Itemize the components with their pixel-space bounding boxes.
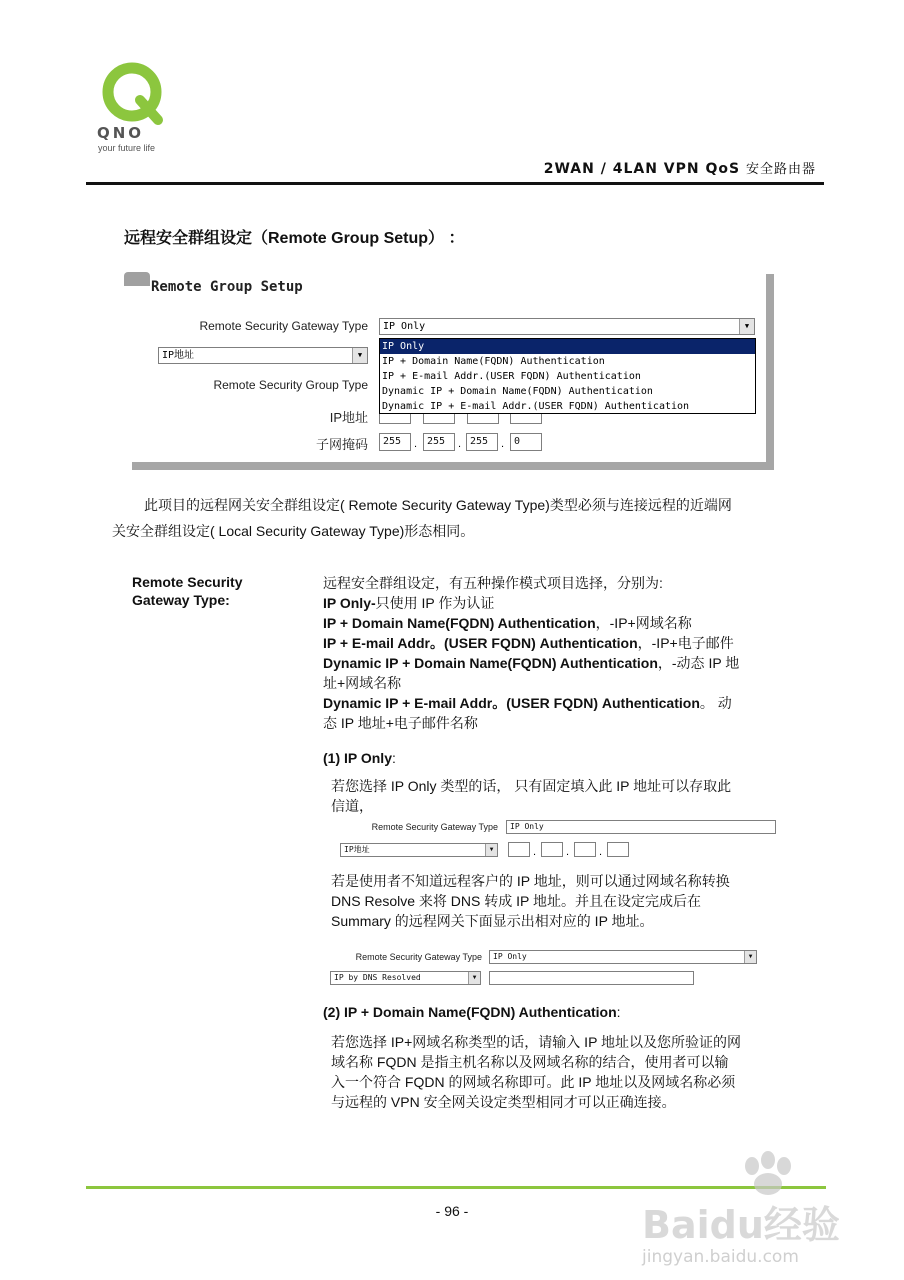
sub2-line2: 域名称 FQDN 是指主机名称以及网域名称的结合，使用者可以输 bbox=[331, 1054, 729, 1070]
watermark-url: jingyan.baidu.com bbox=[642, 1247, 799, 1267]
dropdown-option[interactable]: Dynamic IP + E-mail Addr.(USER FQDN) Authentication bbox=[382, 401, 690, 412]
watermark-brand: Baidu经验 bbox=[642, 1203, 840, 1247]
intro-line-1: 此项目的远程网关安全群组设定( Remote Security Gateway Type)类型必须与连接远程的近端网 bbox=[144, 497, 732, 513]
mode-item bbox=[323, 693, 775, 713]
subnet-octet-4[interactable]: 0 bbox=[510, 433, 542, 451]
chevron-down-icon[interactable]: ▼ bbox=[744, 951, 756, 963]
mini2-id-type-select[interactable] bbox=[330, 971, 481, 985]
gateway-type-select[interactable] bbox=[379, 318, 755, 335]
definition-term-line: Remote Security bbox=[132, 574, 243, 590]
mode-item bbox=[323, 613, 775, 633]
mini1-id-type-value: IP地址 bbox=[344, 845, 370, 854]
octet-separator: . bbox=[414, 438, 418, 450]
mini2-gateway-value: IP Only bbox=[493, 952, 527, 961]
sub2-heading-text: (2) IP + Domain Name(FQDN) Authentication bbox=[323, 1004, 617, 1020]
mode-name: IP + E-mail Addr。(USER FQDN) Authentication bbox=[323, 635, 638, 651]
octet-separator: . bbox=[501, 438, 505, 450]
mini2-gateway-label: Remote Security Gateway Type bbox=[355, 952, 482, 962]
local-id-type-select[interactable] bbox=[158, 347, 368, 364]
sub1-para2-line3: Summary 的远程网关下面显示出相对应的 IP 地址。 bbox=[331, 913, 654, 929]
mode-desc: 址+网域名称 bbox=[323, 675, 402, 691]
mode-name: Dynamic IP + E-mail Addr。(USER FQDN) Authentication bbox=[323, 695, 700, 711]
mini2-id-type-value: IP by DNS Resolved bbox=[334, 973, 421, 982]
brand-tagline: your future life bbox=[98, 143, 156, 153]
sub2-line4: 与远程的 VPN 安全网关设定类型相同才可以正确连接。 bbox=[331, 1094, 676, 1110]
mode-item bbox=[323, 713, 775, 733]
mini1-id-type-select[interactable] bbox=[340, 843, 498, 857]
sub1-para2-line1: 若是使用者不知道远程客户的 IP 地址，则可以通过网域名称转换 bbox=[331, 873, 730, 889]
sub2-line1: 若您选择 IP+网域名称类型的话，请输入 IP 地址以及您所验证的网 bbox=[331, 1034, 742, 1050]
chevron-down-icon[interactable]: ▼ bbox=[468, 972, 480, 984]
octet-separator: . bbox=[566, 846, 570, 858]
mode-desc: ，-动态 IP 地 bbox=[657, 655, 740, 671]
mode-item bbox=[323, 673, 775, 693]
page-number: - 96 - bbox=[435, 1203, 469, 1219]
subnet-mask-label: 子网掩码 bbox=[315, 437, 368, 452]
octet-separator: . bbox=[458, 438, 462, 450]
mode-desc: ，-IP+电子邮件 bbox=[637, 635, 734, 651]
sub1-heading bbox=[323, 748, 396, 768]
group-type-label: Remote Security Group Type bbox=[213, 378, 368, 392]
baidu-watermark bbox=[640, 1148, 880, 1268]
dropdown-option[interactable]: Dynamic IP + Domain Name(FQDN) Authentication bbox=[382, 386, 653, 397]
sub2-line3: 入一个符合 FQDN 的网域名称即可。此 IP 地址以及网域名称必须 bbox=[331, 1074, 736, 1090]
definition-term-line: Gateway Type: bbox=[132, 592, 230, 608]
local-id-type-value: IP地址 bbox=[162, 350, 195, 361]
header-divider bbox=[86, 182, 824, 185]
chevron-down-icon[interactable]: ▼ bbox=[352, 348, 367, 363]
header-product-title bbox=[544, 158, 816, 177]
sub1-para1-line1: 若您选择 IP Only 类型的话， 只有固定填入此 IP 地址可以存取此 bbox=[331, 778, 732, 794]
mini1-gateway-label: Remote Security Gateway Type bbox=[371, 822, 498, 832]
octet-separator: . bbox=[533, 846, 537, 858]
mini1-ip-octet[interactable] bbox=[508, 842, 530, 857]
mini1-ip-octet[interactable] bbox=[607, 842, 629, 857]
definition-body bbox=[323, 573, 775, 733]
mode-name: Dynamic IP + Domain Name(FQDN) Authentication bbox=[323, 655, 658, 671]
mini1-gateway-select[interactable] bbox=[506, 820, 776, 834]
mode-item bbox=[323, 593, 775, 613]
subnet-octet-1[interactable]: 255 bbox=[379, 433, 411, 451]
ip-address-label: IP地址 bbox=[329, 410, 368, 425]
sub2-heading bbox=[323, 1002, 621, 1022]
panel-tab-icon bbox=[124, 272, 150, 286]
dropdown-option[interactable]: IP Only bbox=[380, 339, 755, 354]
chevron-down-icon[interactable]: ▼ bbox=[739, 319, 754, 334]
sub1-para2-line2: DNS Resolve 来将 DNS 转成 IP 地址。并且在设定完成后在 bbox=[331, 893, 702, 909]
mode-item bbox=[323, 653, 775, 673]
octet-separator: . bbox=[599, 846, 603, 858]
heading-colon: : bbox=[391, 750, 396, 766]
mini2-gateway-select[interactable] bbox=[489, 950, 757, 964]
subnet-octet-2[interactable]: 255 bbox=[423, 433, 455, 451]
mode-name: IP + Domain Name(FQDN) Authentication bbox=[323, 615, 596, 631]
mode-desc: 。 动 bbox=[699, 695, 732, 711]
definition-term bbox=[132, 573, 242, 609]
intro-line-2: 关安全群组设定( Local Security Gateway Type)形态相同。 bbox=[112, 523, 475, 539]
gateway-type-dropdown-list[interactable] bbox=[379, 338, 756, 414]
mode-name: IP Only- bbox=[323, 595, 376, 611]
product-type: 安全路由器 bbox=[745, 162, 816, 177]
chevron-down-icon[interactable]: ▼ bbox=[485, 844, 497, 856]
mode-desc: ，-IP+网域名称 bbox=[595, 615, 692, 631]
mini1-ip-octet[interactable] bbox=[574, 842, 596, 857]
gateway-type-value: IP Only bbox=[383, 321, 426, 332]
section-title: 远程安全群组设定（Remote Group Setup） ： bbox=[124, 230, 465, 247]
product-model: 2WAN / 4LAN VPN QoS bbox=[543, 161, 741, 177]
mini2-dns-input[interactable] bbox=[489, 971, 694, 985]
dropdown-option[interactable]: IP + E-mail Addr.(USER FQDN) Authentication bbox=[382, 371, 641, 382]
subnet-octet-3[interactable]: 255 bbox=[466, 433, 498, 451]
sub1-para1-line2: 信道， bbox=[331, 798, 373, 814]
sub1-heading-text: (1) IP Only bbox=[323, 750, 392, 766]
heading-colon: : bbox=[616, 1004, 621, 1020]
gateway-type-label: Remote Security Gateway Type bbox=[199, 319, 368, 333]
panel-title: Remote Group Setup bbox=[151, 279, 303, 295]
definition-lead: 远程安全群组设定，有五种操作模式项目选择，分别为: bbox=[323, 575, 663, 591]
brand-wordmark: QNO bbox=[97, 124, 145, 142]
mini1-gateway-value: IP Only bbox=[510, 822, 544, 831]
mini1-ip-octet[interactable] bbox=[541, 842, 563, 857]
mode-desc: 态 IP 地址+电子邮件名称 bbox=[323, 715, 478, 731]
mode-item bbox=[323, 633, 775, 653]
dropdown-option[interactable]: IP + Domain Name(FQDN) Authentication bbox=[382, 356, 605, 367]
mode-desc: 只使用 IP 作为认证 bbox=[375, 595, 495, 611]
